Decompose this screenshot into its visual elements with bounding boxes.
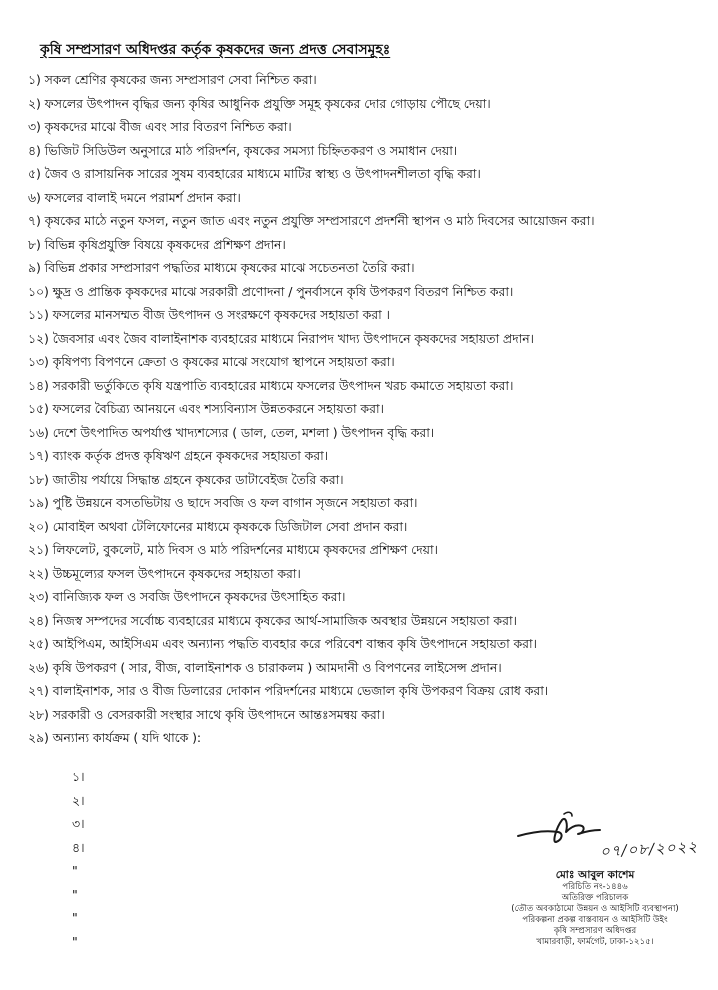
services-list <box>28 68 708 750</box>
list-item: ১) সকল শ্রেণির কৃষকের জন্য সম্প্রসারণ সেবা নিশ্চিত করা। <box>28 72 317 87</box>
signature-date: ০৭/০৮/২০২২ <box>599 837 699 861</box>
list-item: ২৫) আইপিএম, আইসিএম এবং অন্যান্য পদ্ধতি ব্যবহার করে পরিবেশ বান্ধব কৃষি উৎপাদনে সহায়তা করা। <box>28 636 537 651</box>
seal-line: (তৌত অবকাঠামো উন্নয়ন ও আইসিটি ব্যবস্থাপনা) <box>511 904 679 914</box>
sub-list-item: ২। <box>72 792 85 808</box>
seal-line: পরিকল্পনা প্রকল্প বাস্তবায়ন ও আইসিটি উইং <box>522 915 668 925</box>
seal-line: অতিরিক্ত পরিচালক <box>561 893 629 903</box>
list-item: ২৯) অন্যান্য কার্যক্রম ( যদি থাকে ): <box>28 730 202 745</box>
list-item: ৮) বিভিন্ন কৃষিপ্রযুক্তি বিষয়ে কৃষকদের প্রশিক্ষণ প্রদান। <box>28 236 286 252</box>
list-item: ২৮) সরকারী ও বেসরকারী সংস্থার সাথে কৃষি উৎপাদনে আন্তঃসমন্বয় করা। <box>28 706 385 722</box>
list-item: ১১) ফসলের মানসম্মত বীজ উৎপাদন ও সংরক্ষণে কৃষকদের সহায়তা করা । <box>28 307 390 322</box>
list-item: ৭) কৃষকের মাঠে নতুন ফসল, নতুন জাত এবং নতুন প্রযুক্তি সম্প্রসারণে প্রদর্শনী স্থাপন ও মাঠ দিবসের আয়োজন করা। <box>28 213 595 228</box>
sub-list-item: " <box>72 933 78 949</box>
document-title: কৃষি সম্প্রসারণ অধিদপ্তর কর্তৃক কৃষকদের জন্য প্রদত্ত সেবাসমূহঃ <box>40 42 391 58</box>
list-item: ১৩) কৃষিপণ্য বিপণনে ক্রেতা ও কৃষকের মাঝে সংযোগ স্থাপনে সহায়তা করা। <box>28 354 395 369</box>
list-item: ২৪) নিজস্ব সম্পদের সর্বোচ্চ ব্যবহারের মাধ্যমে কৃষকের আর্থ-সামাজিক অবস্থার উন্নয়নে সহায়তা করা। <box>28 612 517 628</box>
list-item: ২১) লিফলেট, বুকলেট, মাঠ দিবস ও মাঠ পরিদর্শনের মাধ্যমে কৃষকদের প্রশিক্ষণ দেয়া। <box>28 542 438 557</box>
list-item: ১৬) দেশে উৎপাদিত অপর্যাপ্ত খাদ্যশস্যের ( ডাল, তেল, মশলা ) উৎপাদন বৃদ্ধি করা। <box>28 424 435 440</box>
list-item: ২২) উচ্চমূল্যের ফসল উৎপাদনে কৃষকদের সহায়তা করা। <box>28 565 301 581</box>
seal-line: খামারবাড়ী, ফার্মগেট, ঢাকা-১২১৫। <box>536 937 654 947</box>
list-item: ২৭) বালাইনাশক, সার ও বীজ ডিলারের দোকান পরিদর্শনের মাধ্যমে ভেজাল কৃষি উপকরণ বিক্রয় রোধ করা। <box>28 683 549 698</box>
list-item: ২) ফসলের উৎপাদন বৃদ্ধির জন্য কৃষির আধুনিক প্রযুক্তি সমূহ কৃষকের দোর গোড়ায় পৌছে দেয়া। <box>28 95 491 111</box>
list-item: ২০) মোবাইল অথবা টেলিফোনের মাধ্যমে কৃষককে ডিজিটাল সেবা প্রদান করা। <box>28 518 408 534</box>
list-item: ২৩) বানিজ্যিক ফল ও সবজি উৎপাদনে কৃষকদের উৎসাহিত করা। <box>28 589 346 604</box>
sub-list-item: ৪। <box>72 839 85 855</box>
sub-list-item: ১। <box>72 769 85 784</box>
sub-list-item: " <box>72 910 78 925</box>
list-item: ১৪) সরকারী ভর্তুকিতে কৃষি যন্ত্রপাতি ব্যবহারের মাধ্যমে ফসলের উৎপাদন খরচ কমাতে সহায়তা করা। <box>28 377 514 393</box>
list-item: ৩) কৃষকদের মাঝে বীজ এবং সার বিতরণ নিশ্চিত করা। <box>28 119 292 134</box>
list-item: ৬) ফসলের বালাই দমনে পরামর্শ প্রদান করা। <box>28 189 241 205</box>
sub-list-item: " <box>72 886 78 902</box>
sub-list-item: " <box>72 863 78 878</box>
list-item: ৫) জৈব ও রাসায়নিক সারের সুষম ব্যবহারের মাধ্যমে মাটির স্বাস্থ্য ও উৎপাদনশীলতা বৃদ্ধি করা। <box>28 166 481 181</box>
list-item: ২৬) কৃষি উপকরণ ( সার, বীজ, বালাইনাশক ও চারাকলম ) আমদানী ও বিপণনের লাইসেন্স প্রদান। <box>28 659 502 675</box>
officer-name: মোঃ আবুল কাশেম <box>555 869 635 881</box>
list-item: ১০) ক্ষুদ্র ও প্রান্তিক কৃষকদের মাঝে সরকারী প্রণোদনা / পুনর্বাসনে কৃষি উপকরণ বিতরণ নিশ্চিত করা। <box>28 283 514 299</box>
list-item: ১৯) পুষ্টি উন্নয়নে বসতভিটায় ও ছাদে সবজি ও ফল বাগান সৃজনে সহায়তা করা। <box>28 495 418 510</box>
other-activities-list <box>72 765 152 953</box>
list-item: ৯) বিভিন্ন প্রকার সম্প্রসারণ পদ্ধতির মাধ্যমে কৃষকের মাঝে সচেতনতা তৈরি করা। <box>28 260 415 275</box>
list-item: ৪) ভিজিট সিডিউল অনুসারে মাঠ পরিদর্শন, কৃষকের সমস্যা চিহ্নিতকরণ ও সমাধান দেয়া। <box>28 142 458 158</box>
seal-line: কৃষি সম্প্রসারণ অধিদপ্তর <box>553 926 637 936</box>
list-item: ১৫) ফসলের বৈচিত্র্য আনয়নে এবং শস্যবিন্যাস উন্নতকরনে সহায়তা করা। <box>28 401 384 416</box>
officer-seal <box>480 868 710 948</box>
list-item: ১২) জৈবসার এবং জৈব বালাইনাশক ব্যবহারের মাধ্যমে নিরাপদ খাদ্য উৎপাদনে কৃষকদের সহায়তা প্রদান। <box>28 330 534 346</box>
list-item: ১৮) জাতীয় পর্যায়ে সিদ্ধান্ত গ্রহনে কৃষকের ডাটাবেইজ তৈরি করা। <box>28 471 344 487</box>
list-item: ১৭) ব্যাংক কর্তৃক প্রদত্ত কৃষিঋণ গ্রহনে কৃষকদের সহায়তা করা। <box>28 448 329 463</box>
sub-list-item: ৩। <box>72 816 85 831</box>
seal-line: পরিচিতি নং-১৪৪৬ <box>562 882 628 892</box>
